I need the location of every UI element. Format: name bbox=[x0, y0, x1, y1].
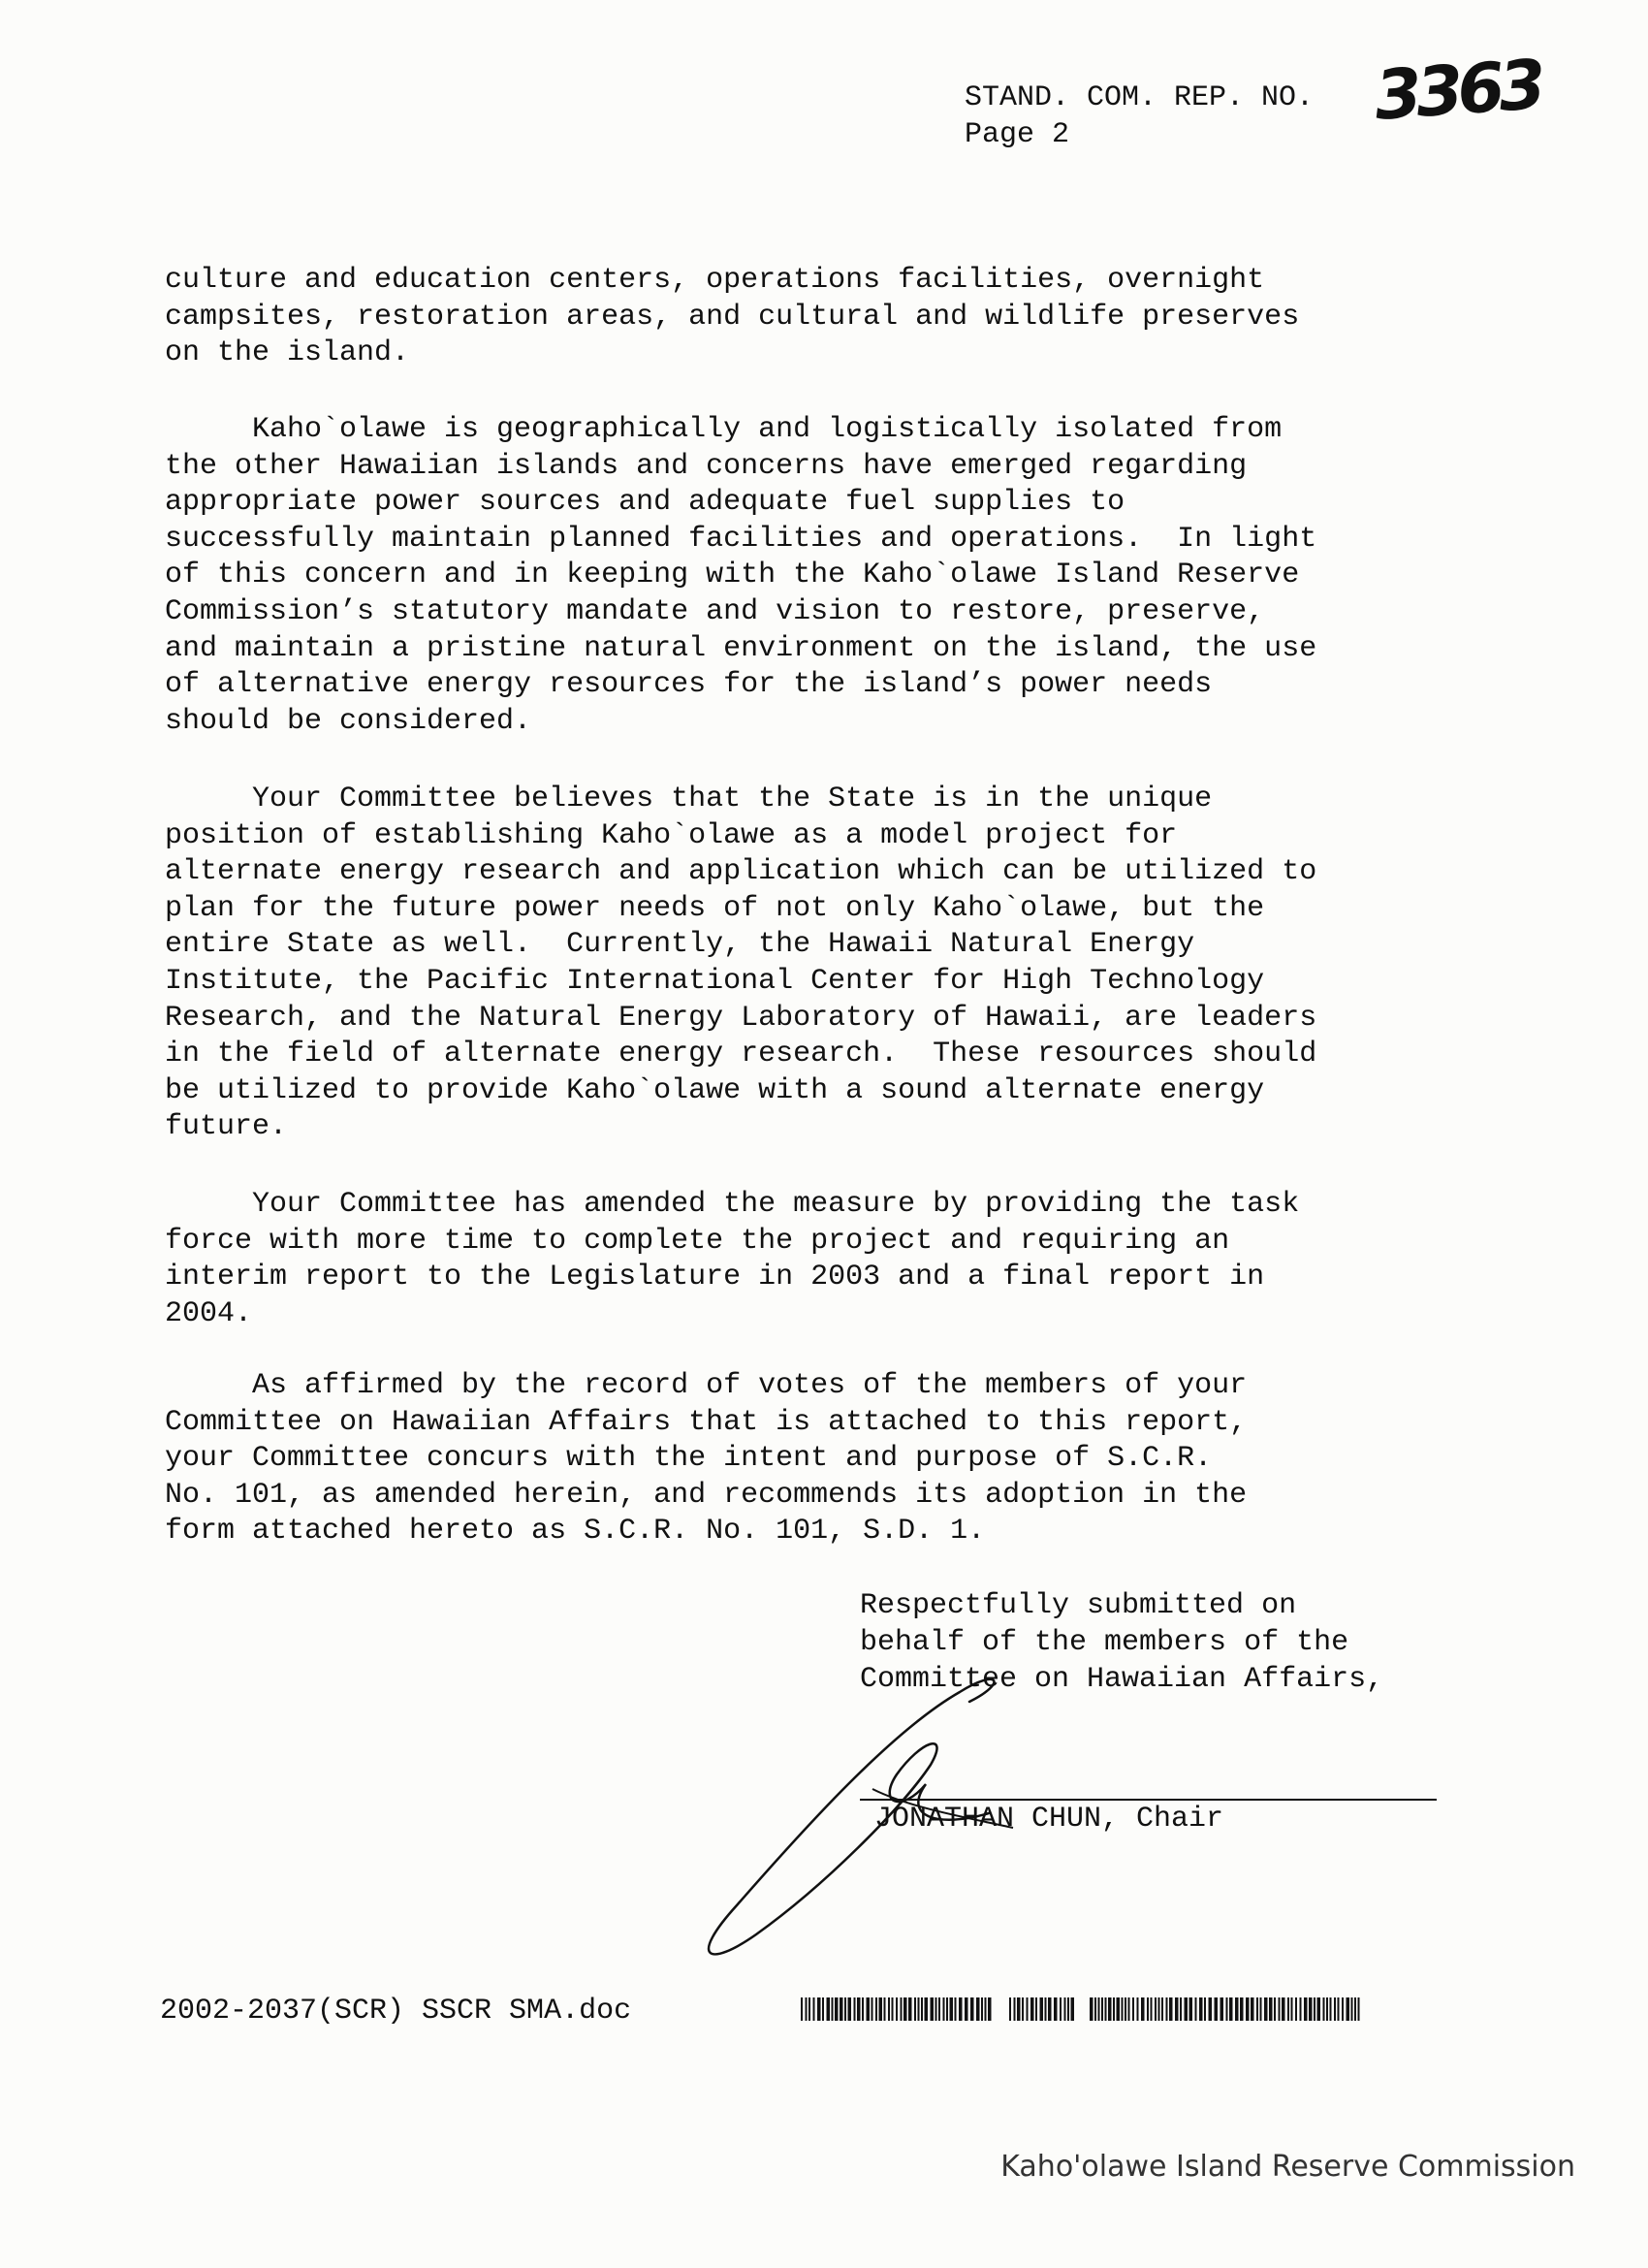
closing-block: Respectfully submitted on behalf of the members of the Committee on Hawaiian Affairs, bbox=[860, 1589, 1384, 1696]
paragraph-3: Your Committee believes that the State is in the unique position of establishing Kaho`olawe as a model project for alternate energy research and application which can be utilized to plan for the future power needs of not only Kaho`olawe, but the entire State as well. Currently, the Hawaii Natural Energy Institute, the Pacific International Center for High Technology Research, and the Natural Energy Laboratory of Hawaii, are leaders in the field of alternate energy research. These resources should be utilized to provide Kaho`olawe with a sound alternate energy future. bbox=[165, 783, 1317, 1144]
page-number: Page 2 bbox=[965, 118, 1070, 151]
archive-credit: Kaho'olawe Island Reserve Commission bbox=[1000, 2150, 1575, 2184]
handwritten-report-number: 3363 bbox=[1372, 45, 1543, 136]
report-label: STAND. COM. REP. NO. bbox=[965, 81, 1315, 114]
barcode bbox=[801, 1997, 1361, 2021]
paragraph-4: Your Committee has amended the measure by providing the task force with more time to complete the project and requiring an interim report to the Legislature in 2003 and a final report in 2004. bbox=[165, 1188, 1300, 1330]
paragraph-1: culture and education centers, operations facilities, overnight campsites, restoration areas, and cultural and wildlife preserves on the island. bbox=[165, 264, 1300, 370]
document-filename: 2002-2037(SCR) SSCR SMA.doc bbox=[160, 1995, 632, 2028]
signer-name: JONATHAN CHUN, Chair bbox=[874, 1803, 1224, 1836]
paragraph-2: Kaho`olawe is geographically and logistically isolated from the other Hawaiian islands and concerns have emerged regarding appropriate power sources and adequate fuel supplies to successfully maintain planned facilities and operations. In light of this concern and in keeping with the Kaho`olawe Island Reserve Commission’s statutory mandate and vision to restore, preserve, and maintain a pristine natural environment on the island, the use of alternative energy resources for the island’s power needs should be considered. bbox=[165, 413, 1317, 738]
report-header bbox=[965, 80, 1314, 153]
paragraph-5: As affirmed by the record of votes of the members of your Committee on Hawaiian Affairs that is attached to this report, your Committee concurs with the intent and purpose of S.C.R. No. 101, as amended herein, and recommends its adoption in the form attached hereto as S.C.R. No. 101, S.D. 1. bbox=[165, 1369, 1248, 1549]
